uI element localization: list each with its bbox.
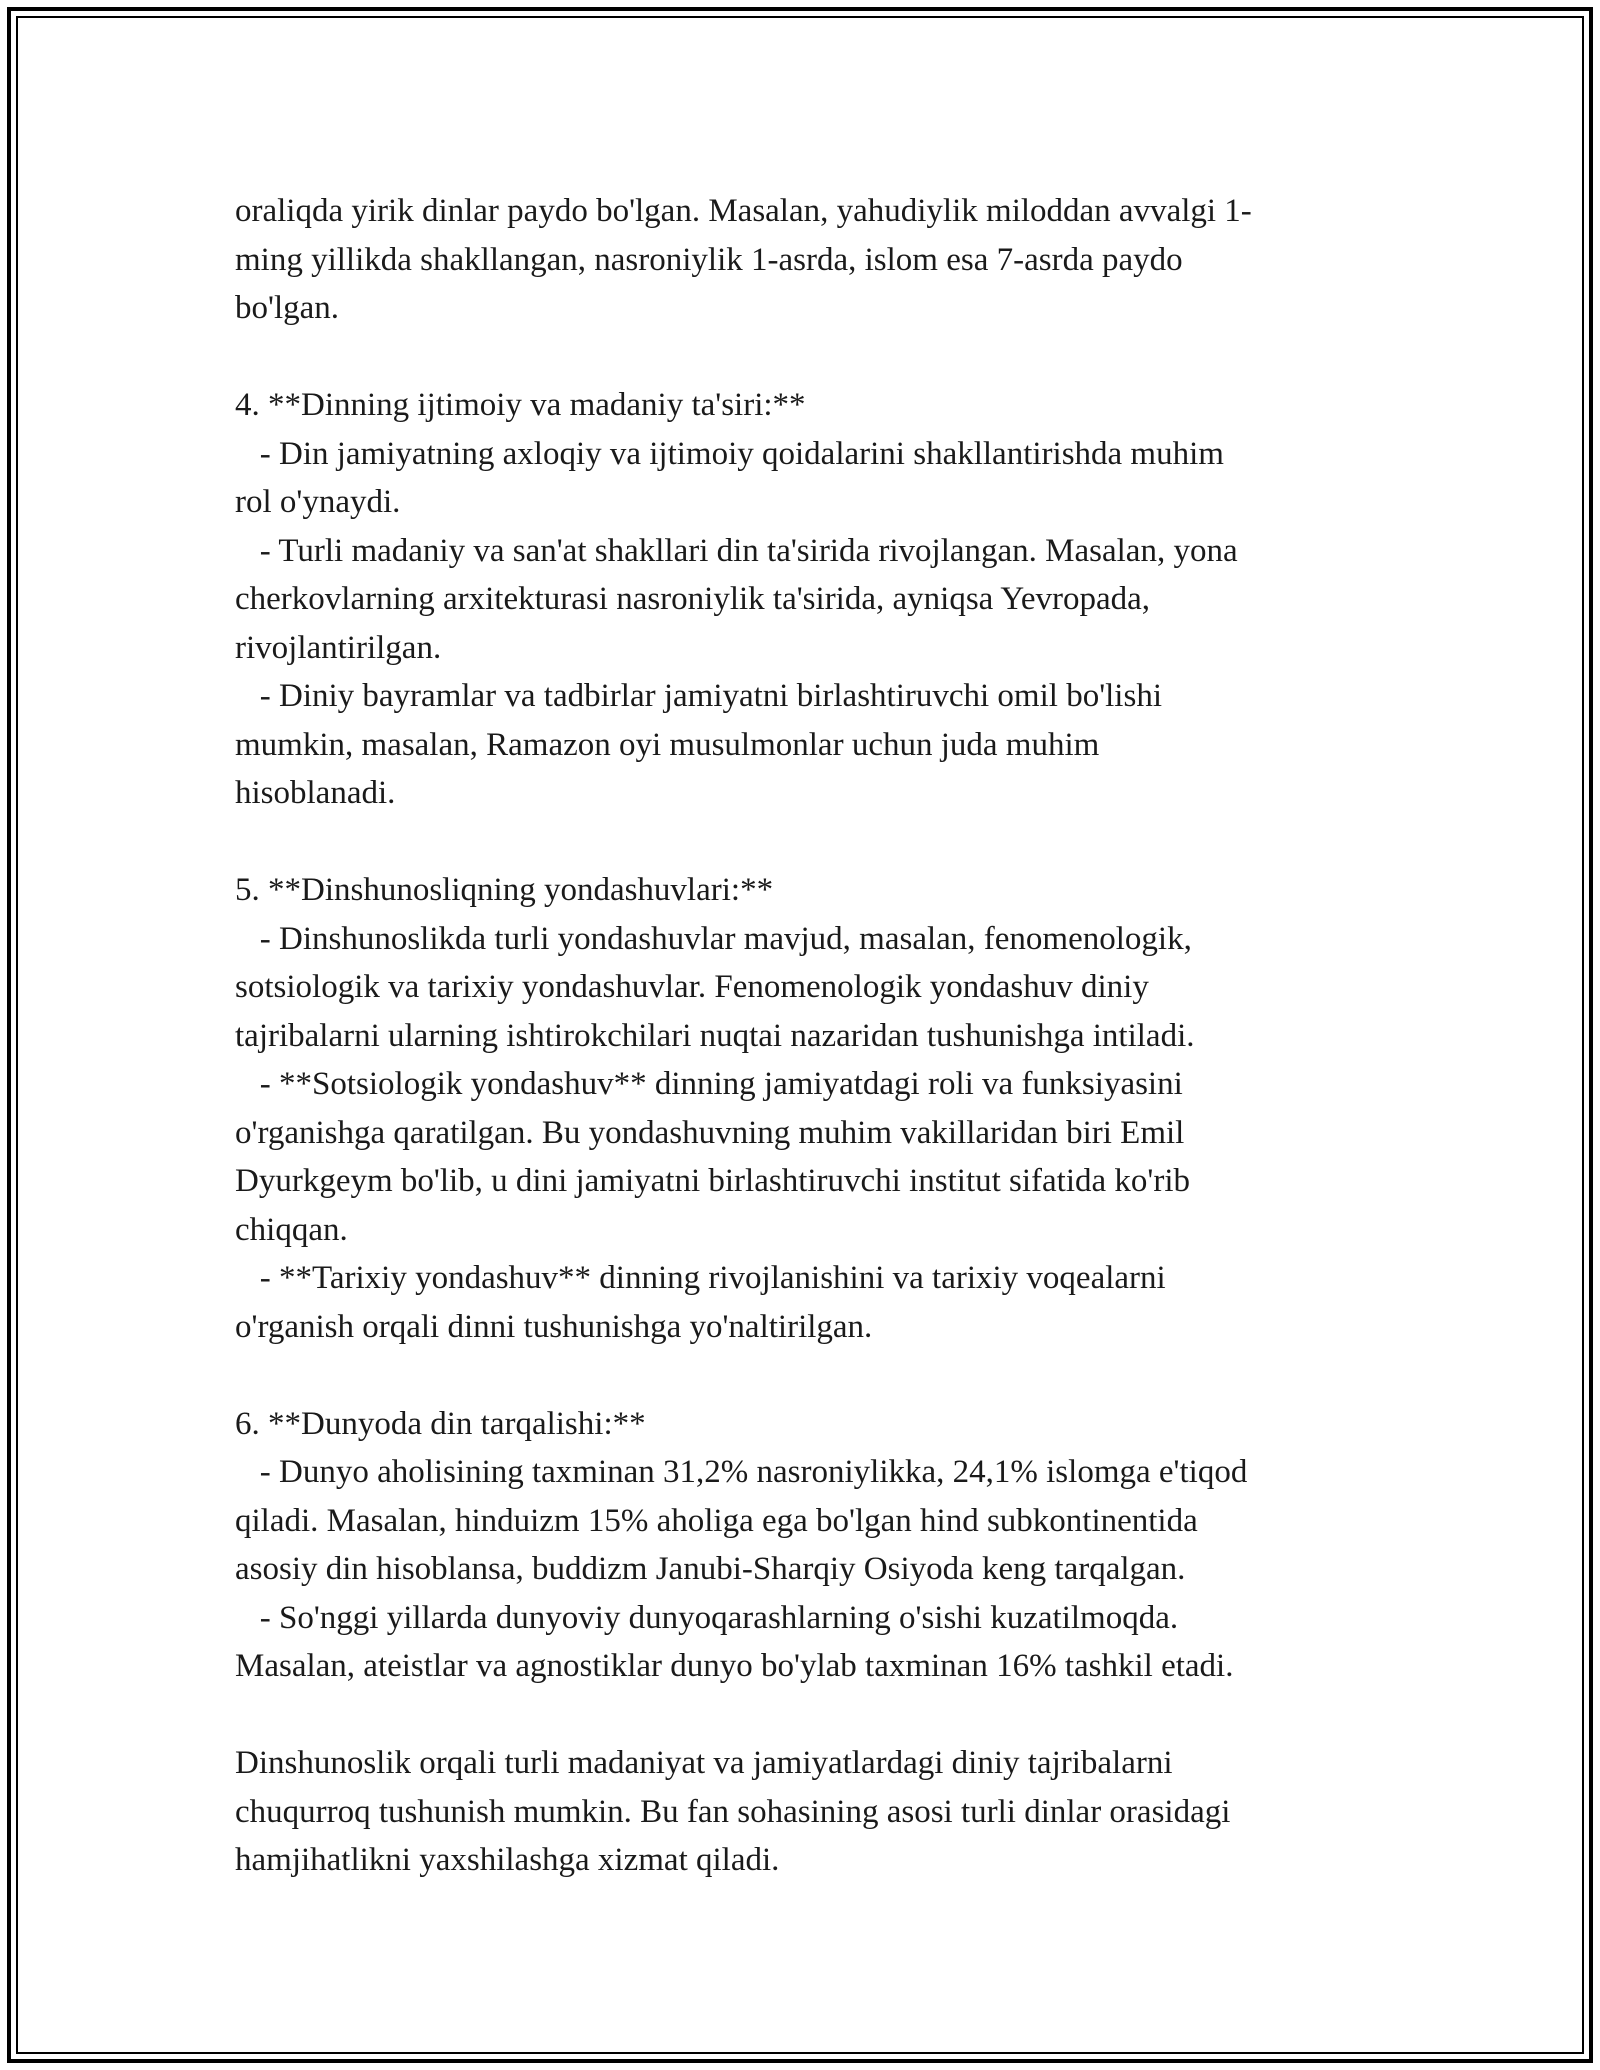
text-line: chuqurroq tushunish mumkin. Bu fan sohasining asosi turli dinlar orasidagi	[235, 1793, 1231, 1830]
section-5-approaches	[235, 866, 1395, 1351]
text-line: hamjihatlikni yaxshilashga xizmat qiladi.	[235, 1842, 780, 1878]
paragraph-spacer	[235, 333, 1395, 382]
text-line: qiladi. Masalan, hinduizm 15% aholiga ega bo'lgan hind subkontinentida	[235, 1502, 1198, 1539]
text-line: bo'lgan.	[235, 290, 340, 326]
text-line: o'rganishga qaratilgan. Bu yondashuvning muhim vakillaridan biri Emil	[235, 1114, 1185, 1151]
document-body	[235, 187, 1395, 1885]
text-line: - Diniy bayramlar va tadbirlar jamiyatni birlashtiruvchi omil bo'lishi	[235, 678, 1162, 714]
text-line: - **Sotsiologik yondashuv** dinning jamiyatdagi roli va funksiyasini	[235, 1066, 1183, 1102]
text-line: - Turli madaniy va san'at shakllari din ta'sirida rivojlangan. Masalan, yona	[235, 532, 1238, 569]
paragraph-spacer	[235, 1691, 1395, 1740]
text-line: asosiy din hisoblansa, buddizm Janubi-Sharqiy Osiyoda keng tarqalgan.	[235, 1551, 1186, 1587]
text-line: - Dinshunoslikda turli yondashuvlar mavjud, masalan, fenomenologik,	[235, 920, 1192, 957]
paragraph-intro-continuation	[235, 187, 1395, 333]
paragraph-spacer	[235, 1351, 1395, 1400]
section-heading: 5. **Dinshunosliqning yondashuvlari:**	[235, 872, 774, 908]
section-heading: 4. **Dinning ijtimoiy va madaniy ta'siri:**	[235, 387, 806, 423]
text-line: oraliqda yirik dinlar paydo bo'lgan. Masalan, yahudiylik miloddan avvalgi 1-	[235, 193, 1252, 229]
paragraph-conclusion	[235, 1739, 1395, 1885]
section-heading: 6. **Dunyoda din tarqalishi:**	[235, 1405, 646, 1442]
section-6-world-distribution	[235, 1400, 1395, 1691]
text-line: hisoblanadi.	[235, 775, 396, 811]
text-line: - Dunyo aholisining taxminan 31,2% nasroniylikka, 24,1% islomga e'tiqod	[235, 1454, 1248, 1490]
section-4-social-cultural-impact	[235, 381, 1395, 818]
text-line: o'rganish orqali dinni tushunishga yo'naltirilgan.	[235, 1308, 873, 1345]
text-line: rol o'ynaydi.	[235, 484, 401, 520]
text-line: tajribalarni ularning ishtirokchilari nuqtai nazaridan tushunishga intiladi.	[235, 1017, 1195, 1054]
text-line: - Din jamiyatning axloqiy va ijtimoiy qoidalarini shakllantirishda muhim	[235, 435, 1224, 472]
text-line: Dinshunoslik orqali turli madaniyat va jamiyatlardagi diniy tajribalarni	[235, 1745, 1173, 1781]
text-line: rivojlantirilgan.	[235, 629, 442, 666]
text-line: mumkin, masalan, Ramazon oyi musulmonlar uchun juda muhim	[235, 726, 1100, 763]
text-line: - **Tarixiy yondashuv** dinning rivojlanishini va tarixiy voqealarni	[235, 1260, 1166, 1296]
text-line: cherkovlarning arxitekturasi nasroniylik ta'sirida, ayniqsa Yevropada,	[235, 581, 1151, 617]
text-line: ming yillikda shakllangan, nasroniylik 1-asrda, islom esa 7-asrda paydo	[235, 241, 1183, 278]
text-line: Dyurkgeym bo'lib, u dini jamiyatni birlashtiruvchi institut sifatida ko'rib	[235, 1163, 1191, 1199]
text-line: chiqqan.	[235, 1211, 348, 1248]
text-line: sotsiologik va tarixiy yondashuvlar. Fenomenologik yondashuv diniy	[235, 969, 1149, 1005]
text-line: - So'nggi yillarda dunyoviy dunyoqarashlarning o'sishi kuzatilmoqda.	[235, 1599, 1179, 1636]
text-line: Masalan, ateistlar va agnostiklar dunyo bo'ylab taxminan 16% tashkil etadi.	[235, 1648, 1234, 1684]
paragraph-spacer	[235, 818, 1395, 867]
